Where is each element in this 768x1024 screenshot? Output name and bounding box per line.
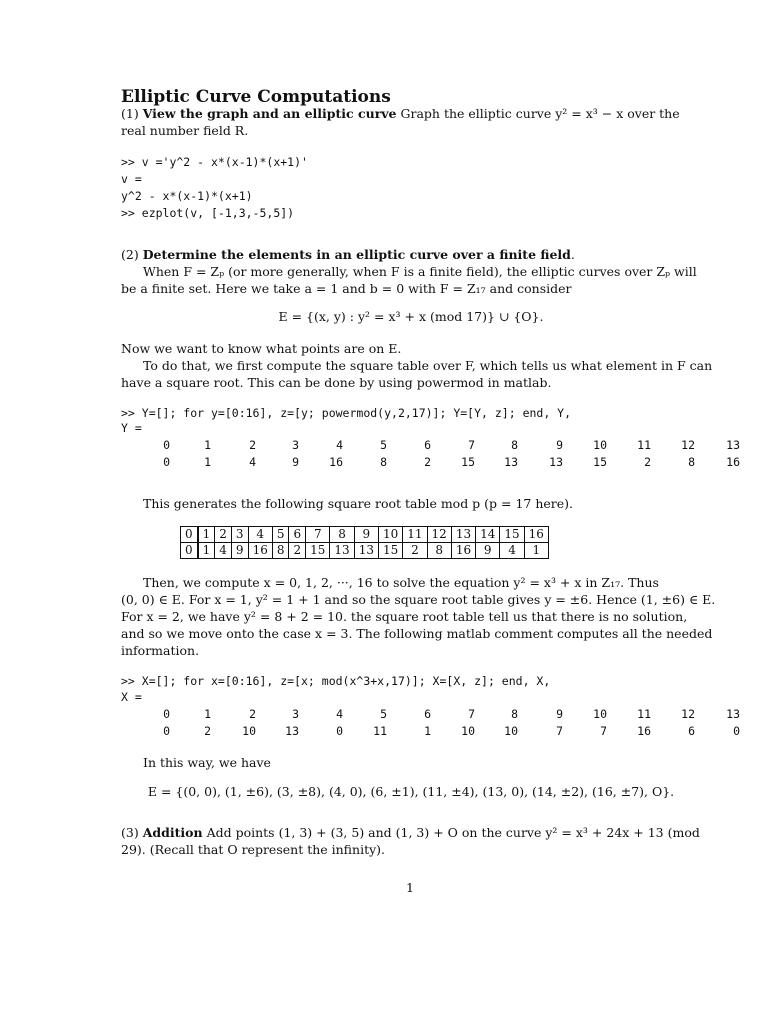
matrix-x-row-2-cell: 10: [504, 724, 518, 738]
matrix-x-row-2-cell: 11: [373, 724, 387, 738]
square-root-table-cell: 16: [248, 543, 272, 559]
matrix-y-row-2-cell: 13: [504, 455, 518, 469]
matrix-x-row-1-cell: 7: [468, 707, 475, 721]
square-root-table-cell: 4: [500, 543, 524, 559]
matrix-y-row-1-cell: 4: [336, 438, 343, 452]
matrix-y-row-1-cell: 6: [424, 438, 431, 452]
matrix-x-row-2: [145, 723, 745, 740]
section-2-p3-line-2: have a square root. This can be done by using powermod in matlab.: [121, 375, 552, 390]
square-root-table-cell: 9: [476, 543, 500, 559]
matrix-y-row-2-cell: 8: [688, 455, 695, 469]
section-2-p2: Now we want to know what points are on E.: [121, 341, 402, 356]
matrix-y-row-2-cell: 15: [593, 455, 607, 469]
matrix-y-row-1: [145, 437, 745, 454]
matrix-y-row-2-cell: 16: [329, 455, 343, 469]
square-root-table-cell: 3: [231, 527, 248, 543]
matrix-x-row-2-cell: 6: [688, 724, 695, 738]
section-1-text: Graph the elliptic curve y² = x³ − x over the: [400, 106, 680, 121]
matrix-y-row-1-cell: 11: [637, 438, 651, 452]
square-root-table-cell: 10: [378, 527, 402, 543]
section-1-number: (1): [121, 106, 139, 121]
matrix-x-row-1-cell: 3: [292, 707, 299, 721]
matrix-x-row-2-cell: 2: [204, 724, 211, 738]
square-root-table-cell: 13: [354, 543, 378, 559]
section-2-heading: Determine the elements in an elliptic curve over a finite field: [142, 247, 571, 262]
matrix-y-row-2-cell: 4: [249, 455, 256, 469]
matrix-x-row-1-cell: 12: [681, 707, 695, 721]
matrix-y-row-1-cell: 1: [204, 438, 211, 452]
matrix-y-row-1-cell: 7: [468, 438, 475, 452]
matrix-x-row-2-cell: 7: [556, 724, 563, 738]
then-paragraph-line-3: For x = 2, we have y² = 8 + 2 = 10. the square root table tell us that there is no solution,: [121, 609, 688, 624]
matrix-x-row-2-cell: 10: [242, 724, 256, 738]
square-root-table-cell: 1: [198, 543, 215, 559]
matrix-x-row-2-cell: 13: [285, 724, 299, 738]
matrix-y-row-1-cell: 9: [556, 438, 563, 452]
matrix-x-row-1-cell: 6: [424, 707, 431, 721]
section-3-heading: Addition: [142, 825, 203, 840]
square-root-table-cell: 13: [451, 527, 475, 543]
matrix-y-row-2-cell: 1: [204, 455, 211, 469]
set-definition-formula: E = {(x, y) : y² = x³ + x (mod 17)} ∪ {O}.: [278, 309, 544, 324]
square-root-table-cell: 14: [476, 527, 500, 543]
then-paragraph-line-4: and so we move onto the case x = 3. The following matlab comment computes all the needed: [121, 626, 713, 641]
square-root-table-cell: 11: [403, 527, 427, 543]
matrix-x-row-1-cell: 9: [556, 707, 563, 721]
square-root-table-cell: 6: [289, 527, 306, 543]
matrix-x-row-1-cell: 2: [249, 707, 256, 721]
matrix-x-row-1-cell: 11: [637, 707, 651, 721]
square-root-table-row-2: [181, 543, 549, 559]
in-this-way-text: In this way, we have: [143, 755, 271, 770]
section-2-number: (2): [121, 247, 139, 262]
then-paragraph-line-5: information.: [121, 643, 200, 658]
code1-line-4: >> ezplot(v, [-1,3,-5,5]): [121, 206, 295, 220]
square-root-table-cell: 16: [524, 527, 548, 543]
section-2-heading-period: .: [570, 247, 575, 262]
matrix-y-row-1-cell: 2: [249, 438, 256, 452]
section-3-number: (3): [121, 825, 139, 840]
square-root-table-row-1: [181, 527, 549, 543]
code1-line-2: v =: [121, 172, 142, 186]
square-root-table-cell: 2: [215, 527, 232, 543]
matrix-x-row-1: [145, 706, 745, 723]
matrix-y-row-2: [145, 454, 745, 471]
code3-variable: X =: [121, 690, 142, 704]
square-root-table-cell: 8: [330, 527, 354, 543]
code1-line-3: y^2 - x*(x-1)*(x+1): [121, 189, 253, 203]
section-2-p3-line-1: To do that, we first compute the square table over F, which tells us what element in F can: [143, 358, 713, 373]
square-root-table-cell: 13: [330, 543, 354, 559]
page-title: Elliptic Curve Computations: [121, 87, 391, 107]
matrix-x-row-2-cell: 7: [600, 724, 607, 738]
square-root-table-cell: 1: [524, 543, 548, 559]
square-table-intro: This generates the following square root table mod p (p = 17 here).: [143, 496, 574, 511]
matrix-y-row-1-cell: 13: [726, 438, 740, 452]
matrix-y-row-1-cell: 12: [681, 438, 695, 452]
page-number: 1: [406, 880, 414, 895]
matrix-x-row-1-cell: 5: [380, 707, 387, 721]
code1-line-1: >> v ='y^2 - x*(x-1)*(x+1)': [121, 155, 308, 169]
matrix-x-row-1-cell: 13: [726, 707, 740, 721]
matrix-x-row-2-cell: 0: [733, 724, 740, 738]
square-root-table-cell: 12: [427, 527, 451, 543]
matrix-x-row-2-cell: 0: [336, 724, 343, 738]
matrix-y-row-1-cell: 0: [163, 438, 170, 452]
matrix-y-row-2-cell: 8: [380, 455, 387, 469]
matrix-x-row-1-cell: 8: [511, 707, 518, 721]
square-root-table-cell: 16: [451, 543, 475, 559]
matrix-y-row-2-cell: 0: [163, 455, 170, 469]
matrix-y-row-2-cell: 2: [424, 455, 431, 469]
square-root-table-cell: 0: [181, 543, 198, 559]
code3-command: >> X=[]; for x=[0:16], z=[x; mod(x^3+x,17)]; X=[X, z]; end, X,: [121, 674, 551, 688]
matrix-y-row-2-cell: 9: [292, 455, 299, 469]
square-root-table-cell: 8: [272, 543, 289, 559]
then-paragraph-line-1: Then, we compute x = 0, 1, 2, ···, 16 to solve the equation y² = x³ + x in Z₁₇. Thus: [143, 575, 659, 590]
section-3-text: Add points (1, 3) + (3, 5) and (1, 3) + O on the curve y² = x³ + 24x + 13 (mod: [206, 825, 700, 840]
matrix-y-row-1-cell: 8: [511, 438, 518, 452]
square-root-table-cell: 7: [306, 527, 330, 543]
section-3-line-1: [121, 824, 700, 841]
matrix-y-row-2-cell: 2: [644, 455, 651, 469]
section-1-line-2: real number field R.: [121, 123, 249, 138]
matrix-y-row-1-cell: 10: [593, 438, 607, 452]
square-root-table-cell: 1: [198, 527, 215, 543]
matrix-y-row-2-cell: 13: [549, 455, 563, 469]
matrix-x-row-2-cell: 0: [163, 724, 170, 738]
square-root-table-cell: 4: [248, 527, 272, 543]
matrix-x-row-2-cell: 16: [637, 724, 651, 738]
then-paragraph-line-2: (0, 0) ∈ E. For x = 1, y² = 1 + 1 and so the square root table gives y = ±6. Hence (1, ±6) ∈ E.: [121, 592, 716, 607]
square-root-table-cell: 0: [181, 527, 198, 543]
square-root-table-cell: 9: [231, 543, 248, 559]
matrix-x-row-1-cell: 1: [204, 707, 211, 721]
square-root-table: [180, 526, 549, 559]
section-2-p1-line-2: be a finite set. Here we take a = 1 and b = 0 with F = Z₁₇ and consider: [121, 281, 572, 296]
matrix-y-row-2-cell: 16: [726, 455, 740, 469]
points-set-formula: E = {(0, 0), (1, ±6), (3, ±8), (4, 0), (6, ±1), (11, ±4), (13, 0), (14, ±2), (16, ±7), O}.: [147, 784, 675, 799]
code2-variable: Y =: [121, 421, 142, 435]
matrix-y-row-1-cell: 3: [292, 438, 299, 452]
square-root-table-cell: 9: [354, 527, 378, 543]
square-root-table-cell: 8: [427, 543, 451, 559]
section-2-p1-line-1: When F = Zₚ (or more generally, when F is a finite field), the elliptic curves over Zₚ will: [143, 264, 697, 279]
square-root-table-cell: 2: [403, 543, 427, 559]
matrix-x-row-2-cell: 10: [461, 724, 475, 738]
code2-command: >> Y=[]; for y=[0:16], z=[y; powermod(y,2,17)]; Y=[Y, z]; end, Y,: [121, 406, 572, 420]
square-root-table-cell: 2: [289, 543, 306, 559]
section-1-line-1: [121, 105, 680, 122]
square-root-table-cell: 15: [378, 543, 402, 559]
square-root-table-cell: 15: [500, 527, 524, 543]
matrix-x-row-1-cell: 10: [593, 707, 607, 721]
matrix-x-row-2-cell: 1: [424, 724, 431, 738]
section-1-heading: View the graph and an elliptic curve: [142, 106, 397, 121]
section-3-line-2: 29). (Recall that O represent the infinity).: [121, 842, 386, 857]
section-2-heading-line: [121, 246, 575, 263]
square-root-table-cell: 4: [215, 543, 232, 559]
matrix-y-row-2-cell: 15: [461, 455, 475, 469]
square-root-table-cell: 5: [272, 527, 289, 543]
matrix-y-row-1-cell: 5: [380, 438, 387, 452]
square-root-table-cell: 15: [306, 543, 330, 559]
matrix-x-row-1-cell: 4: [336, 707, 343, 721]
matrix-x-row-1-cell: 0: [163, 707, 170, 721]
